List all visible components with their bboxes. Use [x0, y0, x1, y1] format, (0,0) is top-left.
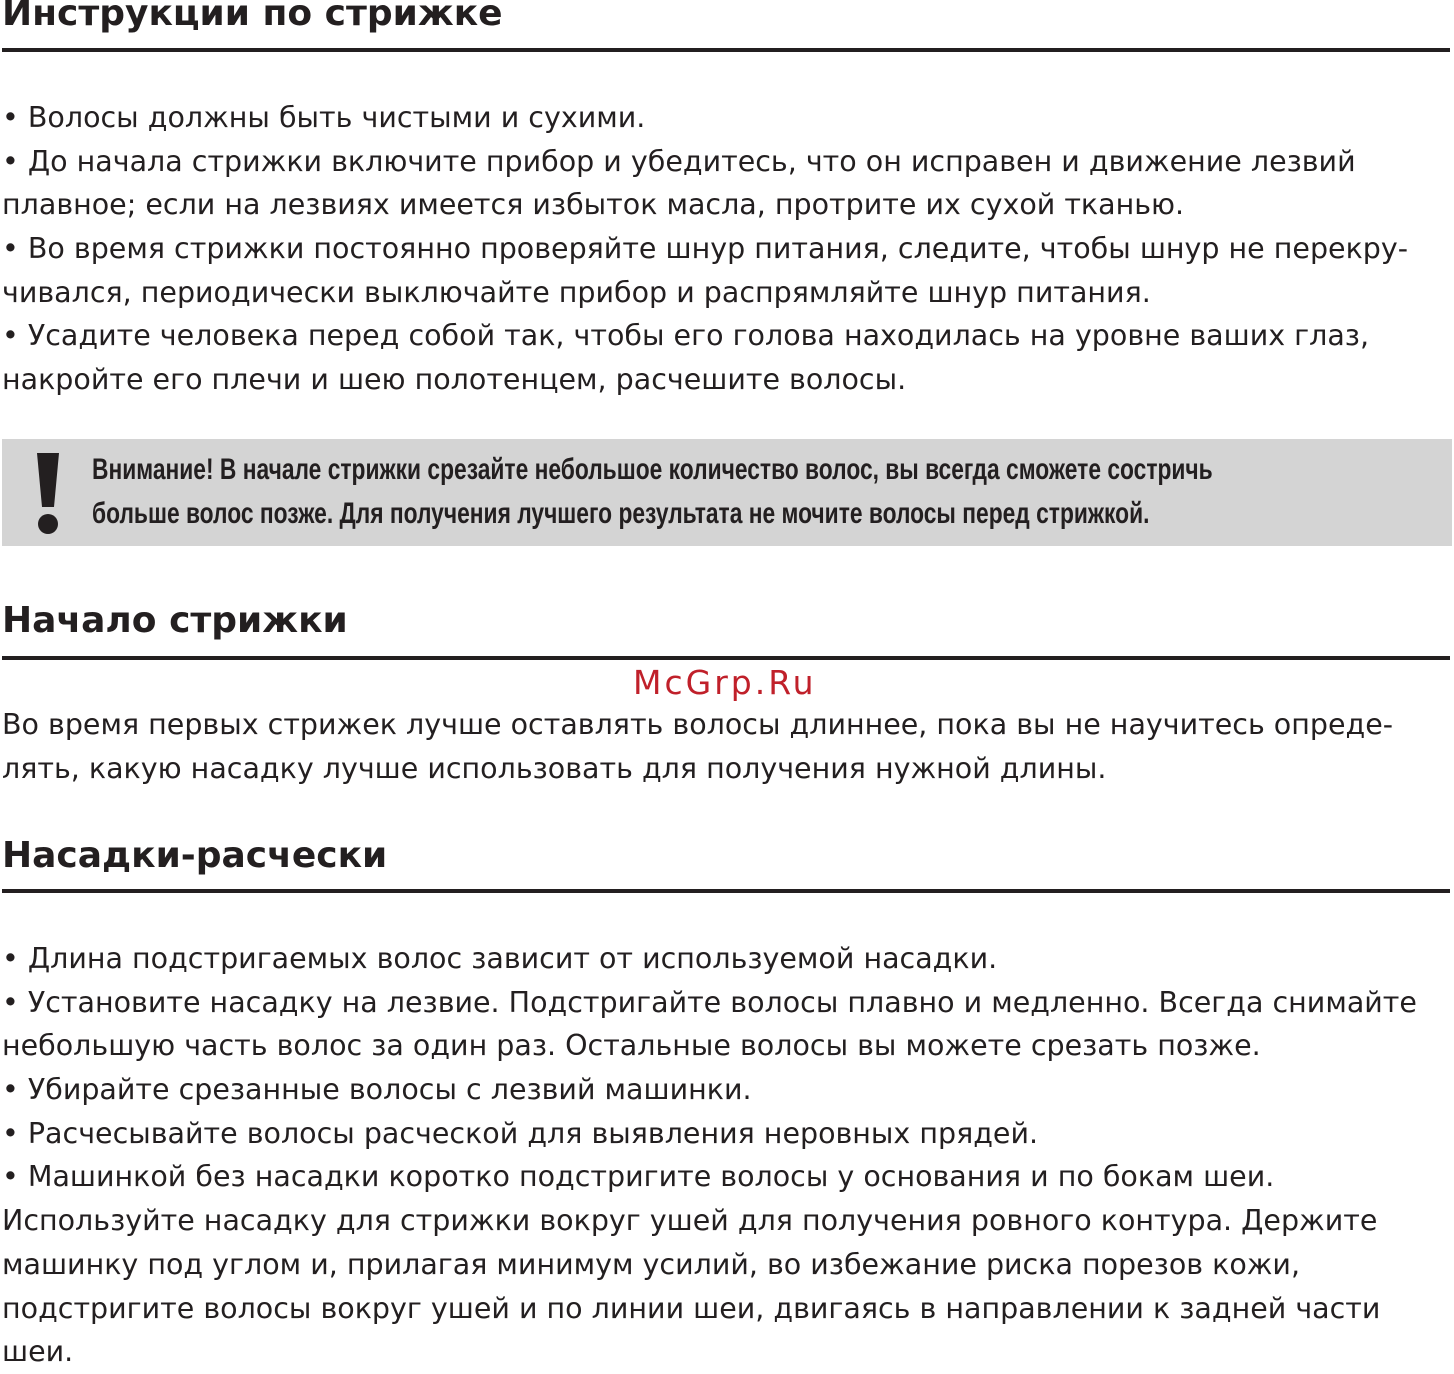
instructions-line: чивался, периодически выключайте прибор и распрямляйте шнур питания. [2, 275, 1151, 309]
start-line: Во время первых стрижек лучше оставлять волосы длиннее, пока вы не научитесь опреде- [2, 708, 1394, 741]
instructions-line: • Волосы должны быть чистыми и сухими. [2, 101, 646, 134]
watermark: McGrp.Ru [633, 663, 817, 702]
attachments-line: машинку под углом и, прилагая минимум усилий, во избежание риска порезов кожи, [2, 1247, 1301, 1281]
instructions-line: плавное; если на лезвиях имеется избыток масла, протрите их сухой тканью. [2, 188, 1185, 222]
section-title-instructions: Инструкции по стрижке [2, 0, 503, 34]
attachments-line: • Установите насадку на лезвие. Подстригайте волосы плавно и медленно. Всегда снимайте [2, 985, 1417, 1019]
attachments-line: • Длина подстригаемых волос зависит от используемой насадки. [2, 942, 998, 975]
attachments-line: Используйте насадку для стрижки вокруг ушей для получения ровного контура. Держите [2, 1204, 1378, 1238]
warning-text [92, 448, 1454, 535]
section-divider-start [2, 656, 1450, 660]
instructions-line: накройте его плечи и шею полотенцем, расчешите волосы. [2, 363, 907, 397]
section-title-attachments: Насадки-расчески [2, 835, 388, 876]
attachments-line: • Машинкой без насадки коротко подстригите волосы у основания и по бокам шеи. [2, 1160, 1275, 1194]
warning-line: Внимание! В начале стрижки срезайте небольшое количество волос, вы всегда сможете состричь [92, 453, 1213, 486]
instructions-line: • До начала стрижки включите прибор и убедитесь, что он исправен и движение лезвий [2, 144, 1356, 178]
warning-line: больше волос позже. Для получения лучшего результата не мочите волосы перед стрижкой. [92, 496, 1150, 530]
section-title-start: Начало стрижки [2, 600, 348, 641]
instructions-line: • Во время стрижки постоянно проверяйте шнур питания, следите, чтобы шнур не перекру- [2, 232, 1409, 266]
attachments-line: • Расчесывайте волосы расческой для выявления неровных прядей. [2, 1116, 1039, 1150]
section-divider-instructions [2, 48, 1450, 52]
section-divider-attachments [2, 889, 1450, 893]
instructions-list [2, 96, 1452, 402]
attachments-line: шеи. [2, 1335, 74, 1369]
warning-callout [2, 439, 1452, 546]
instructions-line: • Усадите человека перед собой так, чтобы его голова находилась на уровне ваших глаз, [2, 319, 1370, 353]
attachments-line: небольшую часть волос за один раз. Остальные волосы вы можете срезать позже. [2, 1029, 1261, 1063]
start-line: лять, какую насадку лучше использовать для получения нужной длины. [2, 751, 1107, 785]
attachments-line: • Убирайте срезанные волосы с лезвий машинки. [2, 1073, 752, 1107]
exclamation-icon [28, 451, 68, 535]
attachments-list [2, 937, 1452, 1374]
attachments-line: подстригите волосы вокруг ушей и по линии шеи, двигаясь в направлении к задней части [2, 1291, 1381, 1325]
start-paragraph [2, 703, 1452, 790]
